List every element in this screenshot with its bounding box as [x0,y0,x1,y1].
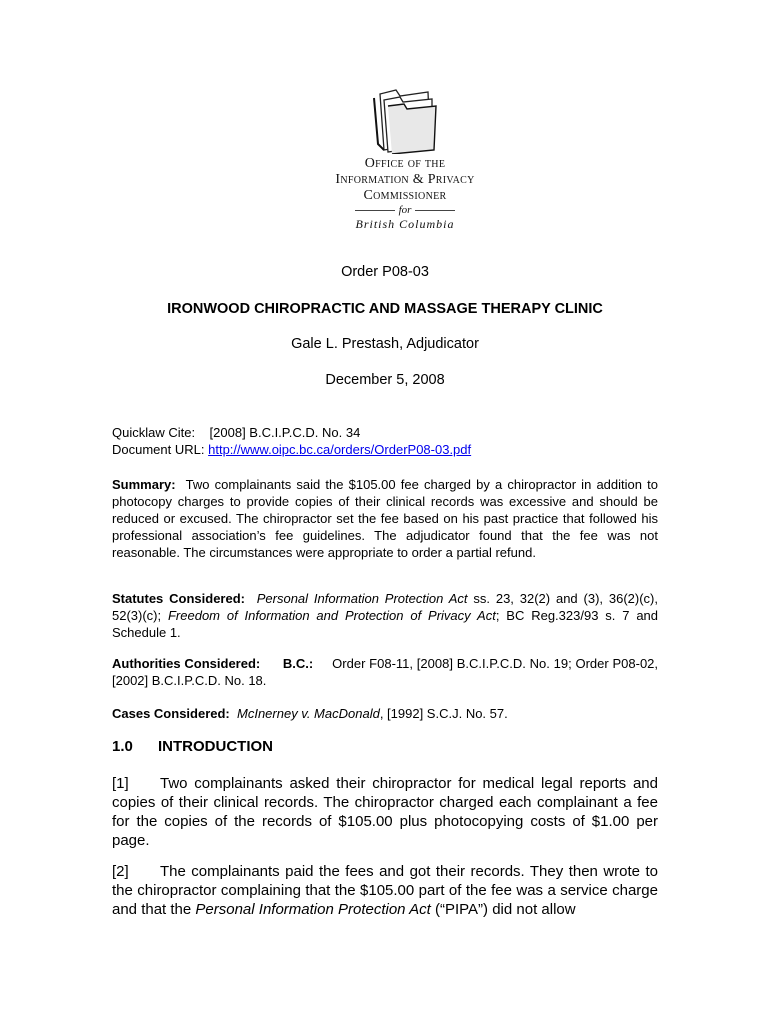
summary-label: Summary: [112,477,176,492]
authorities-label: Authorities Considered: [112,656,261,671]
paragraph-act: Personal Information Protection Act [195,901,431,918]
paragraph-text-a: The complainants paid the fees and got their records. They then wrote to the chiropractor complaining that the $105.00 part of the fee was a service charge and that the [112,863,658,918]
citation-block [112,424,658,458]
case-text: , [1992] S.C.J. No. 57. [379,706,508,721]
paragraph-1 [112,774,658,850]
paragraph-text-b: (“PIPA”) did not allow [430,901,576,918]
section-number: 1.0 [112,738,133,755]
folder-stack-icon [370,88,440,154]
summary-text: Two complainants said the $105.00 fee charged by a chiropractor in addition to photocopy charges to provide copies of their clinical records was excessive and should be reduced or excused. The chiropractor set the fee based on his past practice that followed his professional association’s fee guidelines. The adjudicator found that the fee was not reasonable. The circumstances were appropriate to order a partial refund. [112,477,658,560]
authorities-block [112,655,658,689]
statutes-block [112,590,658,641]
decision-date: December 5, 2008 [325,372,445,388]
logo-line-5: British Columbia [355,217,455,231]
logo-line-4: for [320,204,490,217]
quicklaw-value: [2008] B.C.I.P.C.D. No. 34 [209,425,361,440]
statute-pipa: Personal Information Protection Act [256,591,468,606]
document-url-link[interactable]: http://www.oipc.bc.ca/orders/OrderP08-03.pdf [208,442,472,457]
cases-block [112,705,658,722]
paragraph-text: Two complainants asked their chiropractor for medical legal reports and copies of their clinical records. The chiropractor charged each complainant a fee for the copies of the records of $105.00 plus photocopying costs of $1.00 per page. [112,775,658,849]
order-number: Order P08-03 [341,264,429,280]
adjudicator: Gale L. Prestash, Adjudicator [291,336,479,352]
statute-foippa: Freedom of Information and Protection of Privacy Act [167,608,496,623]
paragraph-2 [112,862,658,919]
paragraph-number: [1] [112,775,129,792]
quicklaw-label: Quicklaw Cite: [112,425,196,440]
logo-line-2: Information & Privacy [335,172,475,187]
statutes-label: Statutes Considered: [112,591,245,606]
summary-block [112,476,658,561]
logo-line-1: Office of the [364,156,446,171]
statute-text-1: ss. 23, 32(2) and (3), 36(2)(c), 52(3)(c); [112,591,659,623]
cases-label: Cases Considered: [112,706,230,721]
document-title: IRONWOOD CHIROPRACTIC AND MASSAGE THERAPY CLINIC [167,301,603,317]
section-title: INTRODUCTION [158,738,273,755]
logo-line-3: Commissioner [363,188,447,203]
case-name: McInerney v. MacDonald [237,706,380,721]
section-heading [112,738,273,755]
oipc-logo [320,88,490,238]
authorities-sublabel: B.C.: [282,656,314,671]
statute-text-2: ; BC Reg.323/93 s. 7 and Schedule 1. [112,608,659,640]
authorities-text: Order F08-11, [2008] B.C.I.P.C.D. No. 19; Order P08-02, [2002] B.C.I.P.C.D. No. 18. [112,656,659,688]
url-label: Document URL: [112,442,205,457]
paragraph-number: [2] [112,863,129,880]
